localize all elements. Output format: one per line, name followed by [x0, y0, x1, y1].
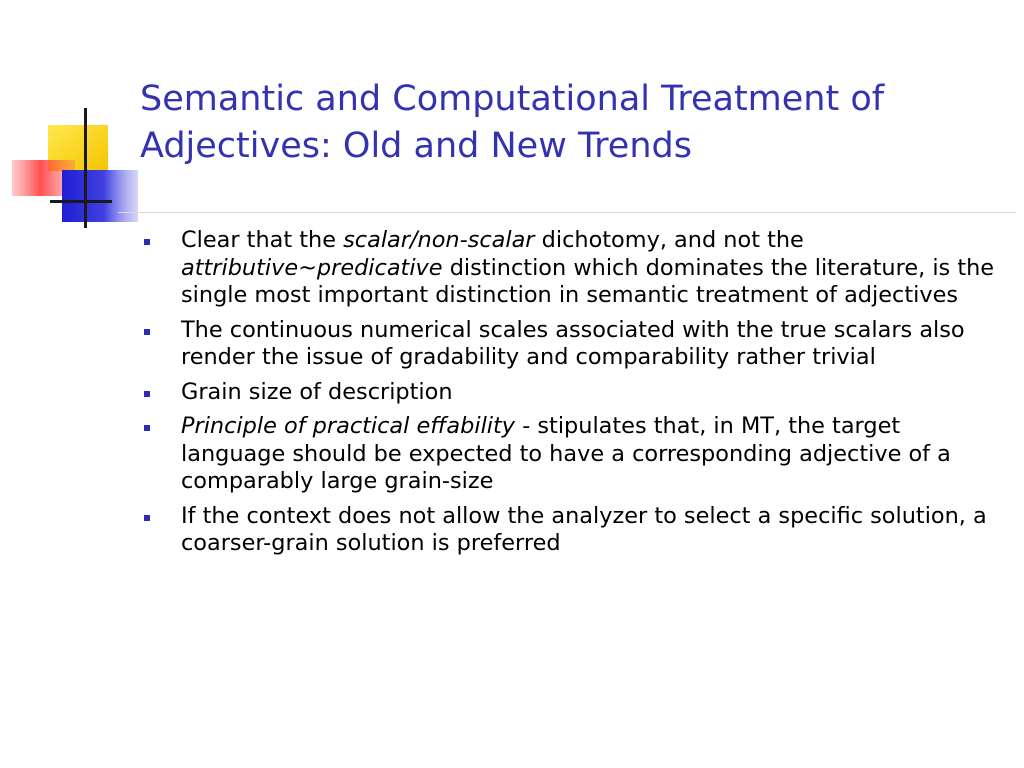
- bullet-text: stipulates that, in MT, the target language should be expected to have a corresponding adjective of a comparably large grain-size: [181, 413, 951, 494]
- bullet-item: [140, 413, 1010, 496]
- bullet-square-icon: [144, 239, 150, 245]
- bullet-item: [140, 379, 1010, 407]
- bullet-text: Clear that the: [181, 227, 344, 253]
- slide-title: Semantic and Computational Treatment of Adjectives: Old and New Trends: [140, 79, 885, 166]
- bullet-square-icon: [144, 515, 150, 521]
- bullet-text: dichotomy, and not the: [534, 227, 804, 253]
- bullet-text-italic: scalar/non-scalar: [343, 227, 535, 253]
- bullet-text: Grain size of description: [181, 378, 453, 405]
- bullet-text: distinction which dominates the literature, is the single most important distinction in semantic treatment of adjectives: [181, 254, 995, 308]
- bullet-item: [140, 317, 1010, 372]
- bullet-text-italic: attributive~predicative: [181, 254, 443, 281]
- bullet-text-italic: Principle of practical effability -: [181, 413, 531, 439]
- bullet-square-icon: [144, 425, 150, 431]
- bullet-text: The continuous numerical scales associated with the true scalars also render the issue of gradability and comparability rather trivial: [181, 316, 965, 370]
- bullet-text: If the context does not allow the analyzer to select a specific solution, a coarser-grain solution is preferred: [181, 502, 987, 556]
- bullet-square-icon: [144, 329, 150, 335]
- decorative-squares-graphic: [0, 0, 140, 240]
- bullet-square-icon: [144, 391, 150, 397]
- bullet-item: [140, 503, 1010, 558]
- bullet-item: [140, 227, 1010, 310]
- bullet-list: [140, 227, 1010, 565]
- title-divider: [118, 212, 1016, 213]
